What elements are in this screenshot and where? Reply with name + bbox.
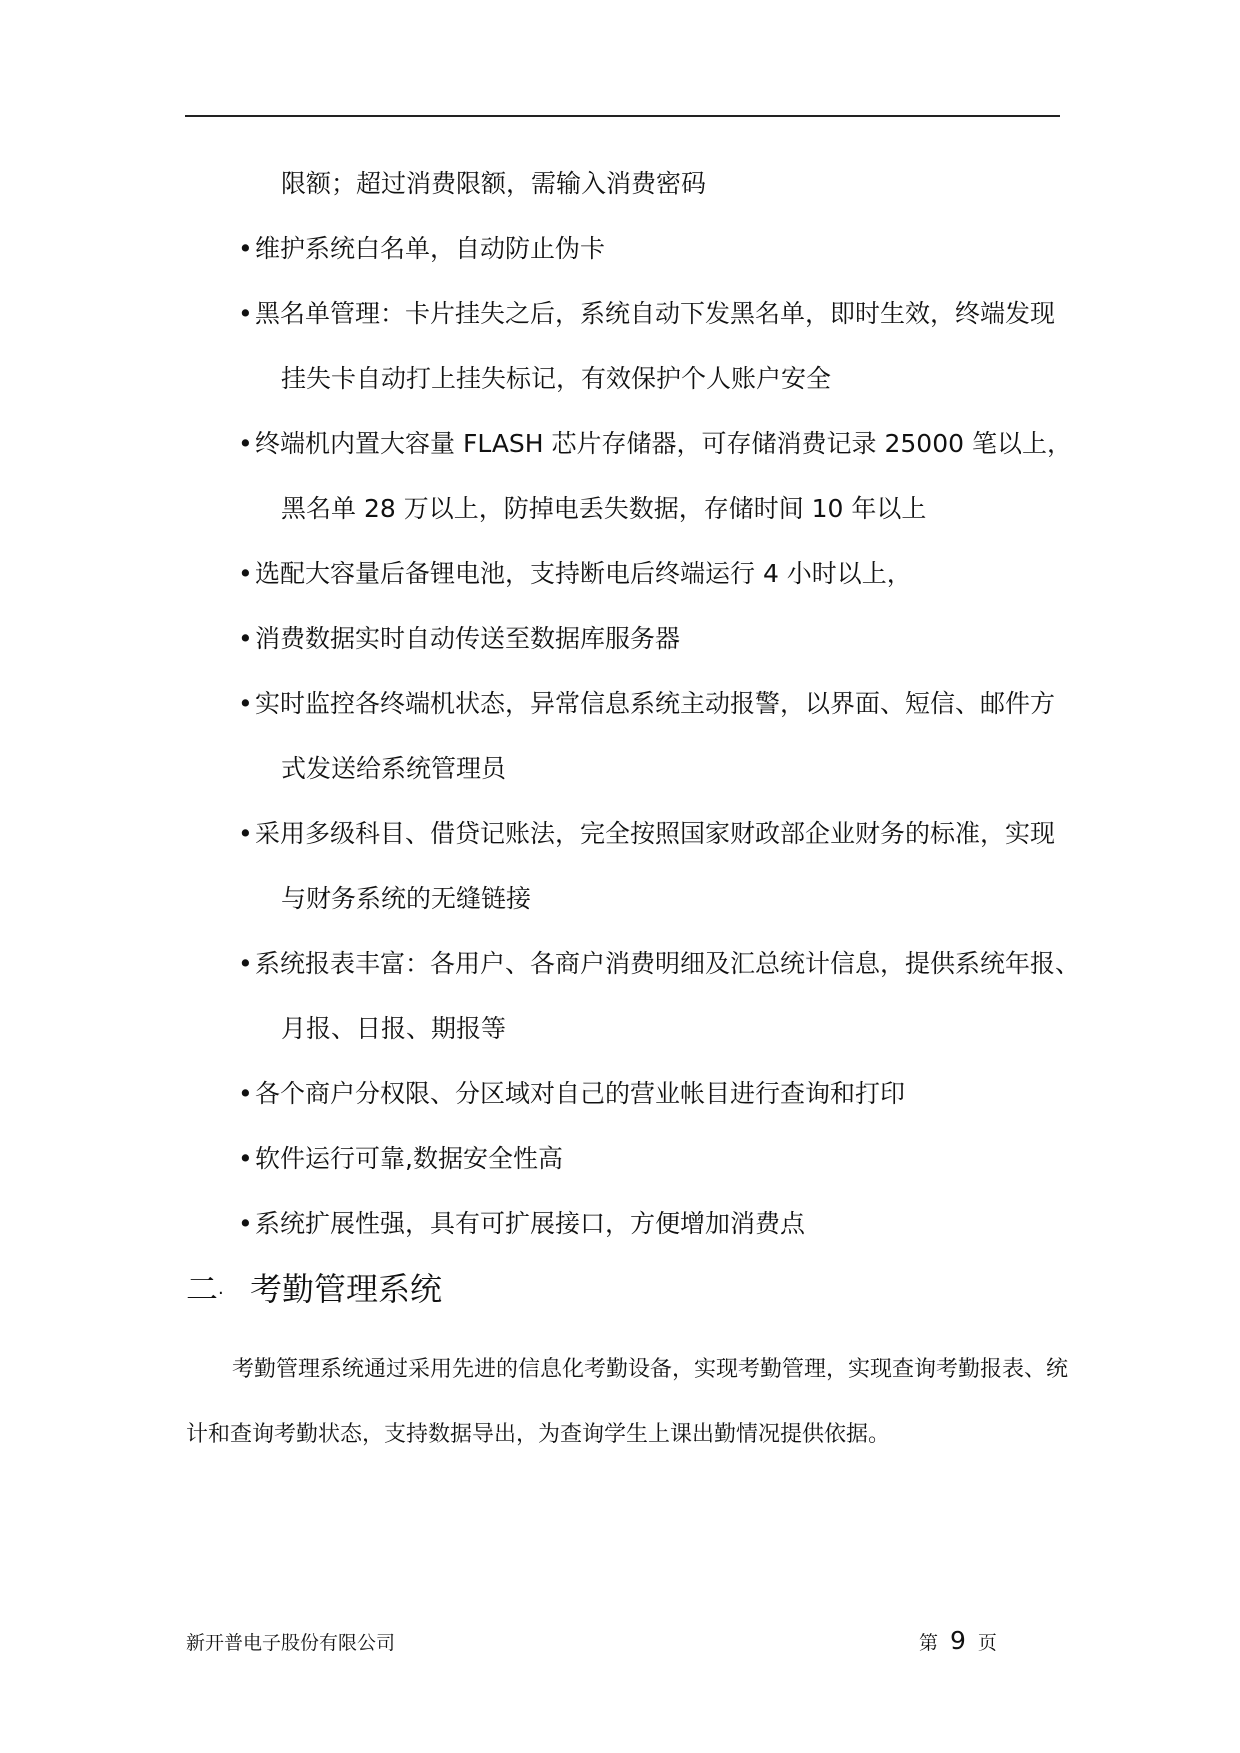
list-item-text: 系统扩展性强，具有可扩展接口，方便增加消费点: [255, 1209, 806, 1238]
bullet-icon: •: [238, 624, 253, 653]
footer-company: 新开普电子股份有限公司: [186, 1632, 396, 1654]
section-number: 二.: [186, 1270, 224, 1308]
section-title-text: 考勤管理系统: [250, 1270, 443, 1308]
list-item-text: 选配大容量后备锂电池，支持断电后终端运行 4 小时以上，: [255, 559, 912, 588]
list-item-text: 各个商户分权限、分区域对自己的营业帐目进行查询和打印: [255, 1079, 906, 1108]
list-item-text: 采用多级科目、借贷记账法，完全按照国家财政部企业财务的标准，实现: [255, 819, 1056, 848]
paragraph-line: 考勤管理系统通过采用先进的信息化考勤设备，实现考勤管理，实现查询考勤报表、统: [232, 1357, 1069, 1382]
list-line-text: 限额；超过消费限额，需输入消费密码: [281, 169, 707, 198]
list-item: [238, 1142, 563, 1176]
bullet-icon: •: [238, 234, 253, 263]
list-item-text: 消费数据实时自动传送至数据库服务器: [255, 624, 681, 653]
list-item: [238, 297, 1055, 331]
list-line: [281, 882, 531, 916]
section-heading: [186, 1268, 442, 1310]
list-item-text: 维护系统白名单，自动防止伪卡: [255, 234, 606, 263]
bullet-icon: •: [238, 1209, 253, 1238]
list-item-text: 黑名单管理：卡片挂失之后，系统自动下发黑名单，即时生效，终端发现: [255, 299, 1056, 328]
list-item: [238, 232, 605, 266]
bullet-icon: •: [238, 949, 253, 978]
section-number-dot: .: [218, 1278, 224, 1299]
list-item: [238, 947, 1080, 981]
list-item: [238, 687, 1055, 721]
list-line-text: 式发送给系统管理员: [281, 754, 507, 783]
bullet-icon: •: [238, 559, 253, 588]
list-line: [281, 167, 706, 201]
list-item-text: 软件运行可靠,数据安全性高: [255, 1144, 563, 1173]
bullet-icon: •: [238, 689, 253, 718]
page-number: 9: [950, 1626, 966, 1655]
list-item: [238, 817, 1055, 851]
list-item-text: 终端机内置大容量 FLASH 芯片存储器，可存储消费记录 25000 笔以上，: [255, 429, 1072, 458]
list-line-text: 挂失卡自动打上挂失标记，有效保护个人账户安全: [281, 364, 832, 393]
list-item: [238, 1207, 805, 1241]
list-line: [281, 752, 506, 786]
bullet-icon: •: [238, 1079, 253, 1108]
list-line-text: 黑名单 28 万以上，防掉电丢失数据，存储时间 10 年以上: [281, 494, 927, 523]
list-item-text: 实时监控各终端机状态，异常信息系统主动报警，以界面、短信、邮件方: [255, 689, 1056, 718]
list-item: [238, 622, 680, 656]
bullet-icon: •: [238, 819, 253, 848]
paragraph-line: 计和查询考勤状态，支持数据导出，为查询学生上课出勤情况提供依据。: [186, 1422, 891, 1447]
list-line: [281, 1012, 506, 1046]
list-item-text: 系统报表丰富：各用户、各商户消费明细及汇总统计信息，提供系统年报、: [255, 949, 1081, 978]
footer-page-number: [919, 1625, 997, 1659]
header-rule: [185, 115, 1060, 117]
list-item: [238, 1077, 905, 1111]
list-line: [281, 492, 926, 526]
list-line: [281, 362, 831, 396]
list-item: [238, 557, 912, 591]
bullet-icon: •: [238, 429, 253, 458]
page-suffix: 页: [977, 1632, 997, 1654]
list-item: [238, 427, 1072, 461]
list-line-text: 月报、日报、期报等: [281, 1014, 507, 1043]
bullet-icon: •: [238, 1144, 253, 1173]
list-line-text: 与财务系统的无缝链接: [281, 884, 532, 913]
page-prefix: 第: [919, 1632, 939, 1654]
bullet-icon: •: [238, 299, 253, 328]
